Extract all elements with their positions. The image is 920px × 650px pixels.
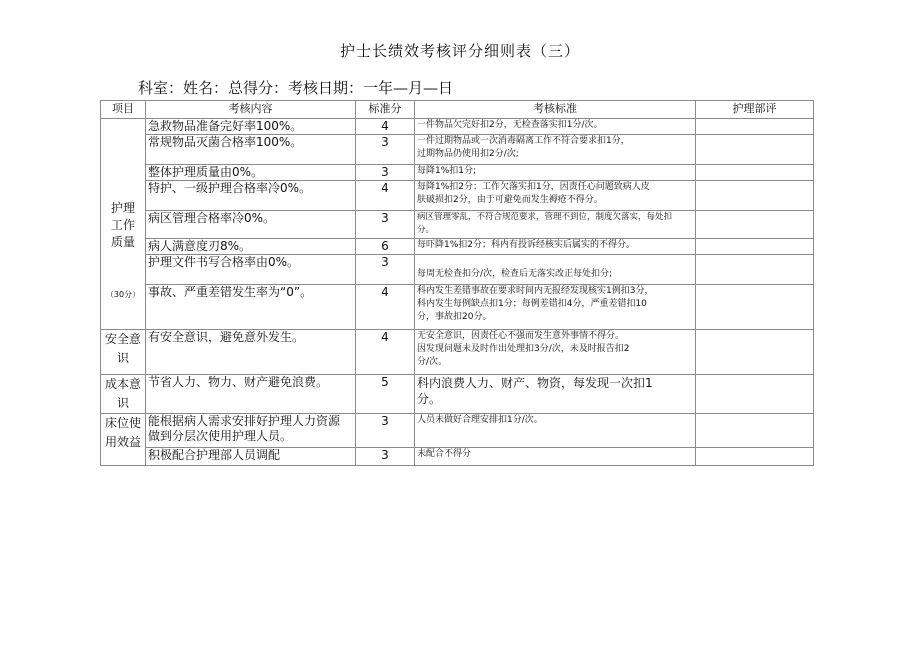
category-nursing-quality-label: 护理 工作 质量 xyxy=(110,201,135,249)
row-criteria: 每降1%扣2分；工作欠落实扣1分，因责任心问题致病人皮 肤破损扣2分，由于可避免而发生褥疮不得分。 xyxy=(415,181,696,211)
row-review-cell[interactable] xyxy=(696,285,814,330)
table-row xyxy=(101,211,814,239)
row-content: 有安全意识，避免意外发生。 xyxy=(146,330,356,375)
table-row xyxy=(101,375,814,414)
row-content: 事故、严重差错发生率为“0”。 xyxy=(146,285,356,330)
row-content: 护理文件书写合格率由0%。 xyxy=(146,255,356,285)
table-row xyxy=(101,448,814,466)
row-score: 6 xyxy=(356,239,415,255)
row-criteria: 每吓降1%扣2分；科内有投诉经核实后属实的不得分。 xyxy=(415,239,696,255)
row-review-cell[interactable] xyxy=(696,255,814,285)
category-nursing-quality xyxy=(101,119,146,330)
page-title: 护士长绩效考核评分细则表（三） xyxy=(339,42,580,60)
table-row xyxy=(101,165,814,181)
row-score: 5 xyxy=(356,375,415,414)
header-score: 标准分 xyxy=(356,101,415,119)
row-review-cell[interactable] xyxy=(696,414,814,448)
row-content: 常规物品灭菌合格率100%。 xyxy=(146,135,356,165)
row-criteria: 病区管理零乱，不符合规范要求，管理不到位，制度欠落实，每处扣 分。 xyxy=(415,211,696,239)
row-review-cell[interactable] xyxy=(696,181,814,211)
row-score: 3 xyxy=(356,448,415,466)
row-criteria: 未配合不得分 xyxy=(415,448,696,466)
row-content: 病人满意度刃8%。 xyxy=(146,239,356,255)
row-content: 积极配合护理部人员调配 xyxy=(146,448,356,466)
row-criteria: 无安全意识，因责任心不强而发生意外事情不得分。 因发现问题未及时作出处理扣3分/次，未及时报告扣2 分/次。 xyxy=(415,330,696,375)
table-row xyxy=(101,239,814,255)
row-review-cell[interactable] xyxy=(696,119,814,135)
table-row xyxy=(101,135,814,165)
row-review-cell[interactable] xyxy=(696,330,814,375)
row-criteria: 每降1%扣1分; xyxy=(415,165,696,181)
row-score: 3 xyxy=(356,255,415,285)
row-review-cell[interactable] xyxy=(696,211,814,239)
category-bed-usage: 床位使 用效益 xyxy=(101,414,146,466)
row-score: 3 xyxy=(356,165,415,181)
row-score: 4 xyxy=(356,119,415,135)
table-header-row xyxy=(101,101,814,119)
row-criteria: 人员未做好合理安排扣1分/次。 xyxy=(415,414,696,448)
row-review-cell[interactable] xyxy=(696,448,814,466)
row-criteria: 每周无检查扣分/次，检查后无落实改正每处扣分; xyxy=(415,255,696,285)
category-safety: 安全意 识 xyxy=(101,330,146,375)
header-item: 项目 xyxy=(101,101,146,119)
row-content: 能根据病人需求安排好护理人力资源 做到分层次使用护理人员。 xyxy=(146,414,356,448)
category-nursing-quality-points: （30分） xyxy=(105,290,141,299)
header-review: 护理部评 xyxy=(696,101,814,119)
row-score: 3 xyxy=(356,211,415,239)
row-content: 急救物品准备完好率100%。 xyxy=(146,119,356,135)
table-row xyxy=(101,181,814,211)
row-review-cell[interactable] xyxy=(696,375,814,414)
header-criteria: 考核标准 xyxy=(415,101,696,119)
row-score: 4 xyxy=(356,181,415,211)
table-row xyxy=(101,255,814,285)
row-score: 4 xyxy=(356,330,415,375)
row-score: 3 xyxy=(356,414,415,448)
row-score: 3 xyxy=(356,135,415,165)
row-review-cell[interactable] xyxy=(696,239,814,255)
row-content: 病区管理合格率冷0%。 xyxy=(146,211,356,239)
header-info-line: 科室：姓名：总得分：考核日期：一年—月—日 xyxy=(138,79,454,97)
row-review-cell[interactable] xyxy=(696,135,814,165)
row-criteria: 一件物品欠完好扣2分，无检查落实扣1分/次。 xyxy=(415,119,696,135)
row-criteria: 科内浪费人力、财产、物资，每发现一次扣1 分。 xyxy=(415,375,696,414)
row-content: 节省人力、物力、财产避免浪费。 xyxy=(146,375,356,414)
category-cost: 成本意 识 xyxy=(101,375,146,414)
row-criteria: 科内发生差错事故在要求时间内无报经发现核实1例扣3分， 科内发生每例缺点扣1分；每例差错扣4分，严重差错扣10 分，事故扣20分。 xyxy=(415,285,696,330)
row-criteria: 一件过期物品或一次消毒隔离工作不符合要求扣1分， 过期物品仍使用扣2分/次; xyxy=(415,135,696,165)
table-row xyxy=(101,119,814,135)
table-row xyxy=(101,285,814,330)
table-row xyxy=(101,330,814,375)
row-content: 整体护理质量由0%。 xyxy=(146,165,356,181)
evaluation-table xyxy=(100,100,814,466)
row-review-cell[interactable] xyxy=(696,165,814,181)
table-row xyxy=(101,414,814,448)
row-content: 特护、一级护理合格率冷0%。 xyxy=(146,181,356,211)
header-content: 考核内容 xyxy=(146,101,356,119)
row-score: 4 xyxy=(356,285,415,330)
